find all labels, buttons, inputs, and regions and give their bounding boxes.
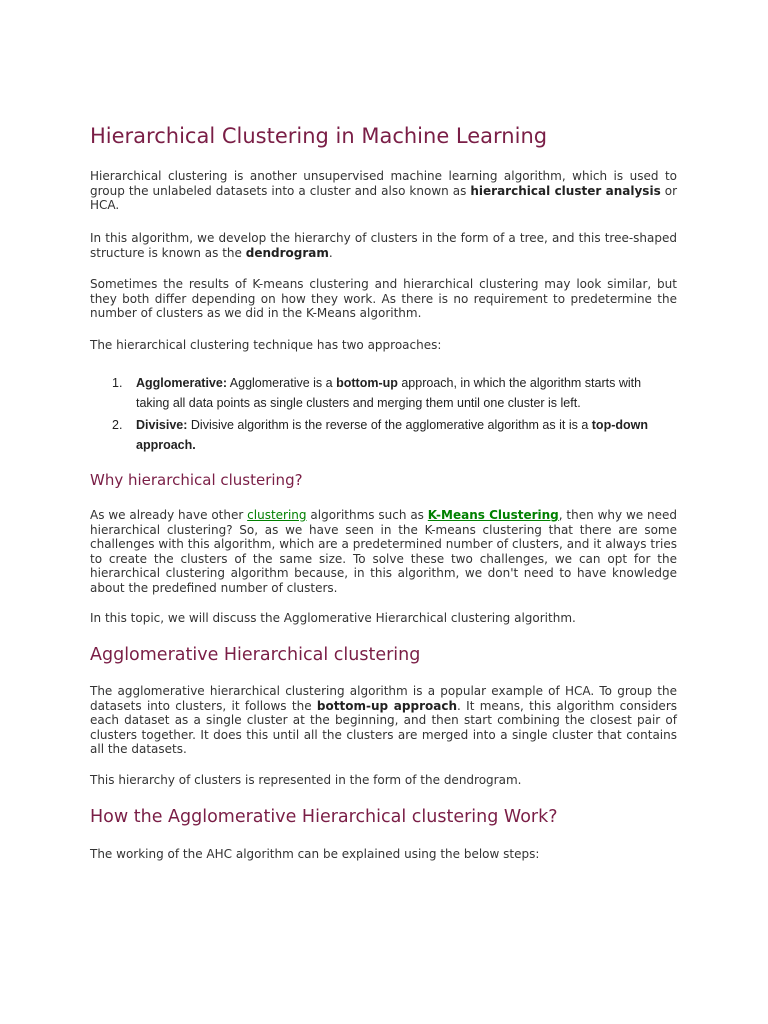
agglomerative-paragraph-2: This hierarchy of clusters is represented in the form of the dendrogram. (90, 773, 522, 787)
how-paragraph-1: The working of the AHC algorithm can be explained using the below steps: (90, 847, 540, 861)
list-item (90, 415, 677, 455)
why-paragraph-1 (90, 508, 677, 595)
intro-p2-text-a: In this algorithm, we develop the hierarchy of clusters in the form of a tree, and this tree-shaped structure is known as the (90, 231, 677, 260)
intro-p1-text-c: or HCA. (90, 183, 677, 212)
why-p1-text-c: , then why we need hierarchical clustering? So, as we have seen in the K-means clustering that there are some challenges with this algorithm, which are a predetermined number of clusters, and it always tries to create the clusters of the same size. To solve these two challenges, we can opt for the hierarchical clustering algorithm because, in this algorithm, we don't need to have knowledge about the predefined number of clusters. (90, 508, 678, 595)
section-heading-how: How the Agglomerative Hierarchical clustering Work? (90, 807, 558, 827)
agg-p1-bold-term: bottom-up approach (316, 698, 457, 713)
intro-p1-bold-term: hierarchical cluster analysis (470, 183, 661, 198)
agglomerative-paragraph-1 (90, 684, 677, 757)
intro-paragraph-1 (90, 169, 677, 213)
why-paragraph-2: In this topic, we will discuss the Agglomerative Hierarchical clustering algorithm. (90, 611, 576, 625)
section-heading-agglomerative: Agglomerative Hierarchical clustering (90, 645, 421, 665)
agg-p1-text-c: . It means, this algorithm considers each dataset as a single cluster at the beginning, and then start combining the closest pair of clusters together. It does this until all the clusters are merged into a single cluster that contains all the datasets. (90, 698, 677, 756)
intro-p2-text-c: . (328, 245, 333, 260)
page-title: Hierarchical Clustering in Machine Learning (90, 124, 548, 148)
list-item-text: approach, in which the algorithm starts with taking all data points as single clusters and merging them until one cluster is left. (136, 376, 642, 410)
clustering-link[interactable]: clustering (247, 508, 307, 522)
kmeans-clustering-link[interactable]: K-Means Clustering (427, 508, 559, 522)
intro-p2-bold-term: dendrogram (245, 245, 329, 260)
why-p1-text-b: algorithms such as (306, 508, 428, 522)
list-item-number: 2. (112, 418, 123, 432)
list-item-term: Agglomerative: (136, 376, 227, 390)
list-item-term: Divisive: (136, 418, 188, 432)
intro-p1-text-a: Hierarchical clustering is another unsupervised machine learning algorithm, which is used to group the unlabeled datasets into a cluster and also known as (90, 169, 677, 198)
agg-p1-text-a: The agglomerative hierarchical clustering algorithm is a popular example of HCA. To group the datasets into clusters, it follows the (90, 684, 677, 713)
list-item-bold: top-down approach. (136, 418, 648, 452)
list-item (90, 373, 677, 413)
why-p1-text-a: As we already have other (90, 508, 248, 522)
intro-paragraph-3: Sometimes the results of K-means clustering and hierarchical clustering may look similar, but they both differ depending on how they work. As there is no requirement to predetermine the number of clusters as we did in the K-Means algorithm. (90, 277, 677, 320)
section-heading-why: Why hierarchical clustering? (90, 471, 303, 489)
list-item-bold: bottom-up (336, 376, 398, 390)
list-item-text: Divisive algorithm is the reverse of the agglomerative algorithm as it is a (187, 418, 592, 432)
intro-paragraph-2 (90, 231, 677, 260)
intro-paragraph-4: The hierarchical clustering technique has two approaches: (90, 338, 442, 352)
approaches-list (90, 373, 677, 457)
list-item-text: Agglomerative is a (227, 376, 337, 390)
list-item-number: 1. (112, 376, 123, 390)
